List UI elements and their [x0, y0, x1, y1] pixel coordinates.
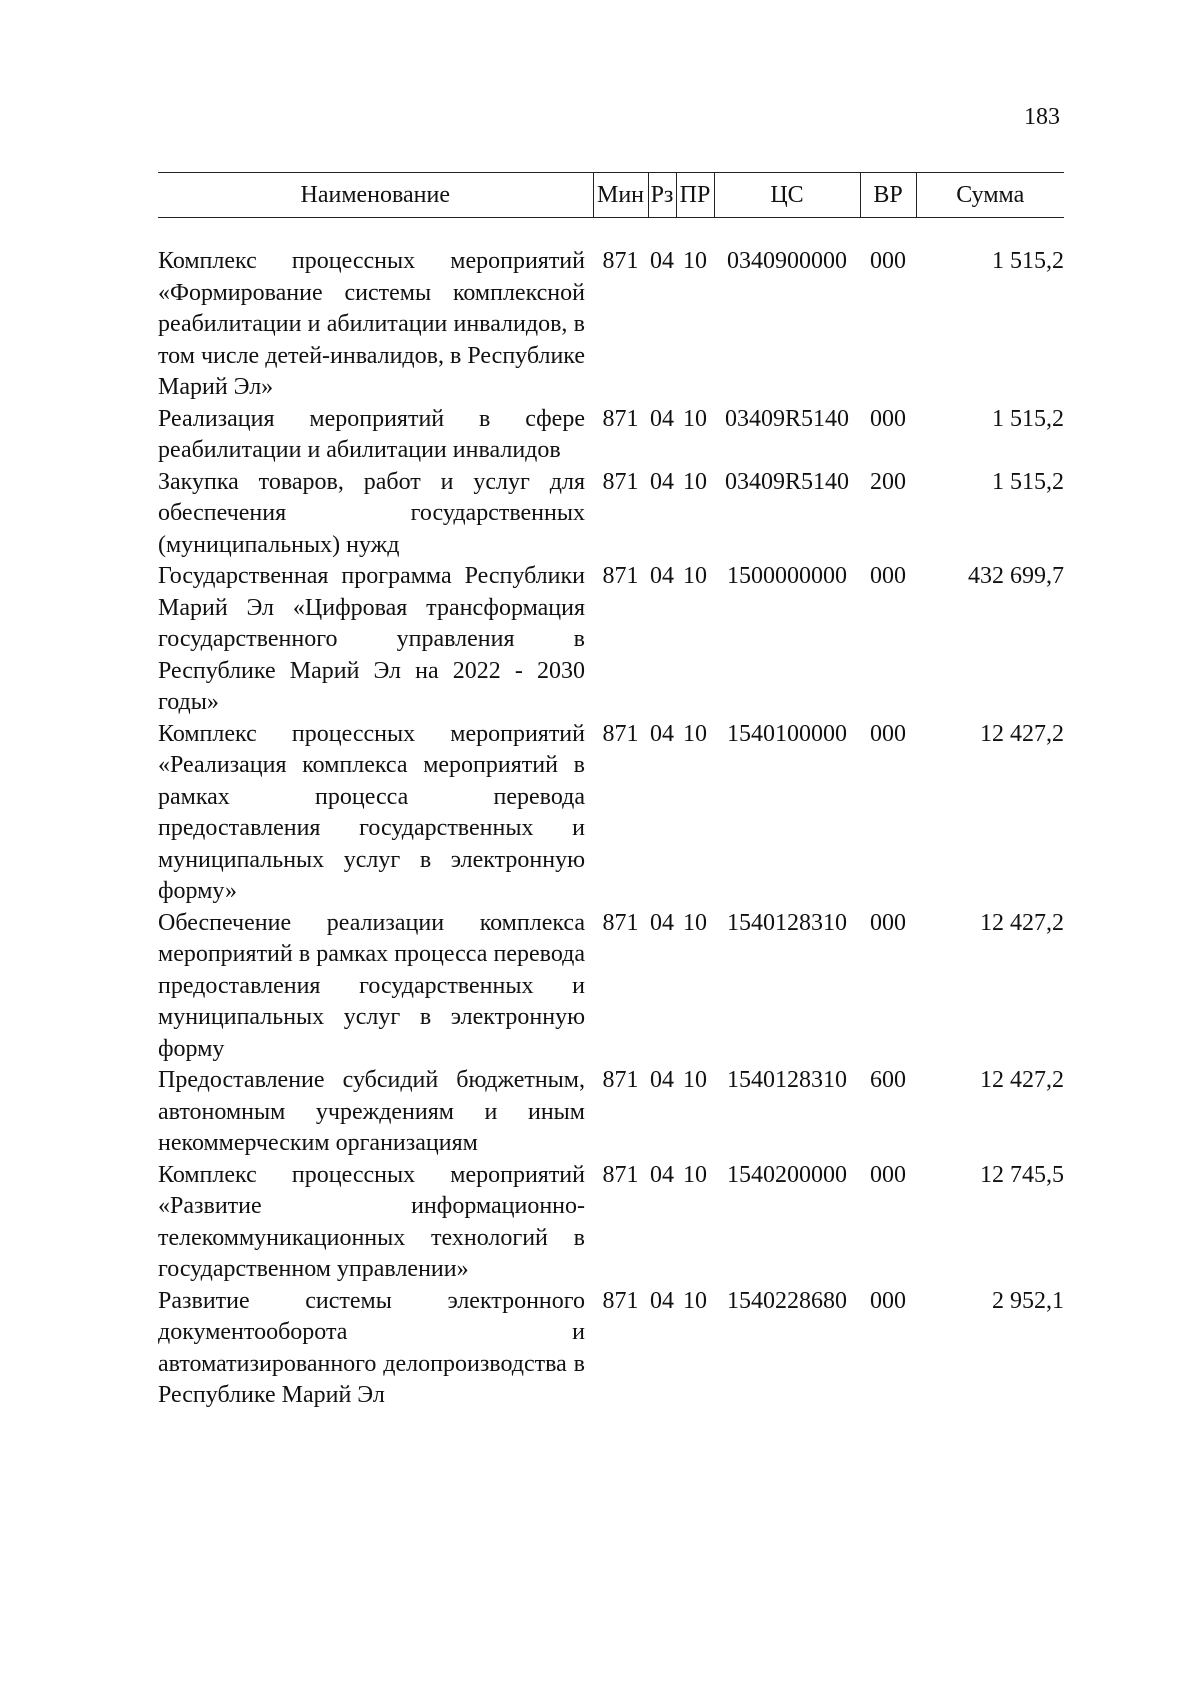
row-sum: 1 515,2 [992, 468, 1064, 495]
header-sum: Сумма [916, 173, 1064, 218]
row-name: Комплекс процессных мероприятий «Развитие информационно-телекоммуникационных технологий в государственном управлении» [158, 1161, 585, 1282]
row-sum: 1 515,2 [992, 405, 1064, 432]
table-row [158, 467, 1064, 562]
row-rz: 04 [650, 405, 674, 432]
row-pr: 10 [683, 1287, 707, 1314]
row-rz: 04 [650, 468, 674, 495]
row-vr: 000 [870, 248, 906, 274]
row-vr: 000 [870, 1161, 906, 1188]
row-name: Комплекс процессных мероприятий «Реализация комплекса мероприятий в рамках процесса перевода предоставления государственных и муниципальных услуг в электронную форму» [158, 720, 585, 904]
table-row [158, 908, 1064, 1066]
row-name: Развитие системы электронного документооборота и автоматизированного делопроизводства в Республике Марий Эл [158, 1287, 585, 1408]
row-pr: 10 [683, 405, 707, 432]
row-vr: 000 [870, 405, 906, 432]
budget-table-wrapper [158, 172, 1064, 1412]
row-pr: 10 [683, 1161, 707, 1188]
row-cs: 0340900000 [727, 248, 847, 274]
header-cs: ЦС [714, 173, 860, 218]
row-vr: 600 [870, 1067, 906, 1093]
row-cs: 03409R5140 [724, 468, 849, 495]
row-min: 871 [602, 563, 639, 589]
row-sum: 2 952,1 [992, 1287, 1064, 1314]
row-rz: 04 [650, 1067, 674, 1093]
row-pr: 10 [683, 563, 707, 589]
header-min: Мин [593, 173, 648, 218]
row-name: Обеспечение реализации комплекса мероприятий в рамках процесса перевода предоставления государственных и муниципальных услуг в электронную форму [158, 909, 585, 1062]
header-vr: ВР [860, 173, 916, 218]
row-sum: 12 427,2 [980, 1067, 1064, 1093]
budget-table [158, 172, 1064, 1412]
row-min: 871 [602, 909, 639, 936]
row-min: 871 [602, 1161, 639, 1188]
row-sum: 432 699,7 [968, 563, 1064, 589]
row-name: Государственная программа Республики Марий Эл «Цифровая трансформация государственного управления в Республике Марий Эл на 2022 - 2030 годы» [158, 563, 585, 715]
table-row [158, 1286, 1064, 1412]
row-cs: 1540128310 [727, 1067, 847, 1093]
row-cs: 1500000000 [727, 563, 847, 589]
table-body [158, 218, 1064, 1412]
row-cs: 1540128310 [727, 909, 847, 936]
row-sum: 12 745,5 [980, 1161, 1064, 1188]
row-rz: 04 [650, 1161, 674, 1188]
row-pr: 10 [683, 720, 707, 747]
row-name: Закупка товаров, работ и услуг для обеспечения государственных (муниципальных) нужд [158, 468, 585, 558]
row-min: 871 [602, 405, 639, 432]
row-cs: 03409R5140 [724, 405, 849, 432]
page-number: 183 [1024, 104, 1060, 130]
header-name: Наименование [158, 173, 593, 218]
table-row [158, 1065, 1064, 1160]
row-rz: 04 [650, 248, 674, 274]
row-sum: 12 427,2 [980, 909, 1064, 936]
header-rz: Рз [648, 173, 676, 218]
row-pr: 10 [683, 248, 707, 274]
row-rz: 04 [650, 909, 674, 936]
table-row [158, 404, 1064, 467]
row-name: Предоставление субсидий бюджетным, автономным учреждениям и иным некоммерческим организациям [158, 1067, 585, 1156]
row-cs: 1540200000 [727, 1161, 847, 1188]
row-cs: 1540100000 [727, 720, 847, 747]
row-sum: 12 427,2 [980, 720, 1064, 747]
table-row [158, 246, 1064, 404]
row-sum: 1 515,2 [992, 248, 1064, 274]
row-vr: 200 [870, 468, 906, 495]
row-rz: 04 [650, 563, 674, 589]
row-rz: 04 [650, 1287, 674, 1314]
table-row [158, 1160, 1064, 1286]
row-rz: 04 [650, 720, 674, 747]
row-min: 871 [602, 468, 639, 495]
table-row [158, 561, 1064, 719]
header-pr: ПР [676, 173, 714, 218]
row-pr: 10 [683, 468, 707, 495]
row-pr: 10 [683, 1067, 707, 1093]
row-pr: 10 [683, 909, 707, 936]
row-vr: 000 [870, 563, 906, 589]
row-vr: 000 [870, 909, 906, 936]
table-header [158, 173, 1064, 218]
table-row [158, 719, 1064, 908]
row-cs: 1540228680 [727, 1287, 847, 1314]
row-name: Комплекс процессных мероприятий «Формирование системы комплексной реабилитации и абилитации инвалидов, в том числе детей-инвалидов, в Республике Марий Эл» [158, 248, 585, 400]
row-name: Реализация мероприятий в сфере реабилитации и абилитации инвалидов [158, 405, 585, 463]
row-min: 871 [602, 248, 639, 274]
row-min: 871 [602, 1287, 639, 1314]
header-spacer [158, 218, 1064, 247]
row-vr: 000 [870, 1287, 906, 1314]
row-vr: 000 [870, 720, 906, 747]
row-min: 871 [602, 720, 639, 747]
row-min: 871 [602, 1067, 639, 1093]
